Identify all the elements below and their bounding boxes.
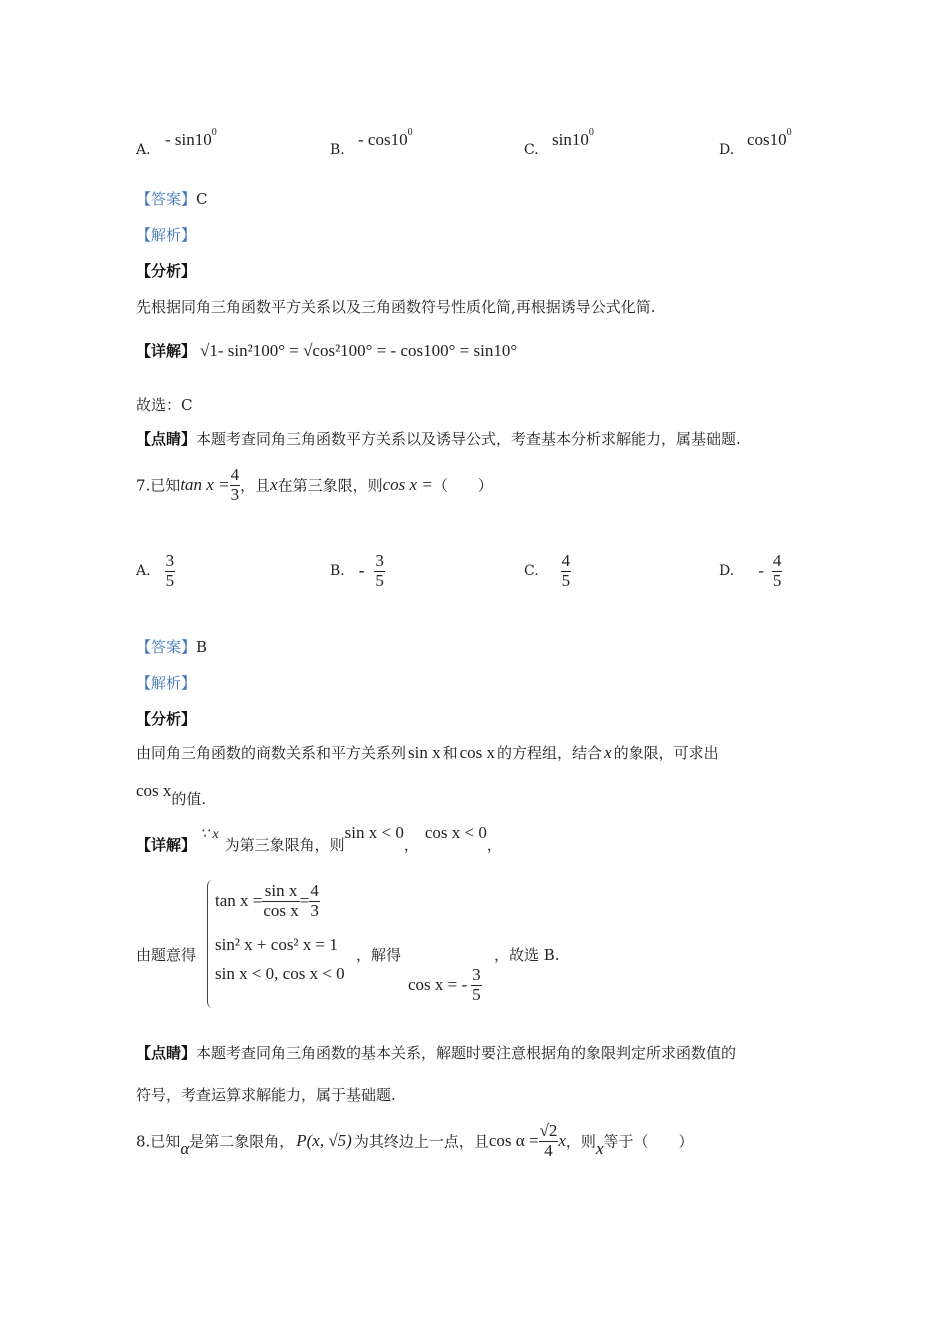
- q6-option-c-value: $\sin 10^0$: [552, 127, 594, 149]
- q7-fenxi-line2: cos x的值.: [136, 781, 207, 808]
- q7-system-eq2: sin² x + cos² x = 1: [215, 935, 338, 954]
- q6-analysis-tag: 【解析】: [136, 226, 197, 244]
- q7-detail-line: 【详解】∵ x为第三象限角，则sin x < 0，cos x < 0，: [136, 823, 502, 854]
- q7-choose-text: ，故选 B.: [494, 946, 560, 964]
- q6-option-c-label: C.: [524, 142, 539, 158]
- q7-analysis-tag: 【解析】: [136, 674, 197, 692]
- q7-fenxi-line1: 由同角三角函数的商数关系和平方关系列 sin x 和 cos x 的方程组，结合 x 的象限，可求出: [136, 743, 719, 762]
- q6-fenxi-tag: 【分析】: [136, 262, 197, 280]
- q7-answer-line: 【答案】B: [136, 638, 208, 656]
- q6-option-d-label: D.: [719, 142, 735, 158]
- q7-system-prefix: 由题意得: [136, 946, 197, 964]
- q8-stem: 8.已知α是第二象限角， P(x, √5) 为其终边上一点，且cos α = $\frac{√2}{4}$ x，则x等于（ ）: [136, 1121, 694, 1160]
- q7-system-eq1: tan x = $\frac{\text{sin x}}{\text{cos x}}$ = $\frac{4}{3}$: [215, 881, 319, 920]
- q7-stem: 7.已知tan x = $\frac{4}{3}$ ，且x在第三象限，则cos x =（ ）: [136, 465, 493, 504]
- q6-comment-line: 【点睛】本题考查同角三角函数平方关系以及诱导公式，考查基本分析求解能力，属基础题.: [136, 430, 741, 448]
- q6-choice-line: 故选：C: [136, 396, 193, 414]
- q7-option-c: C. $\frac{4}{5}$: [524, 551, 571, 590]
- q6-option-b-label: B.: [330, 142, 345, 158]
- q7-system-eq3: sin x < 0, cos x < 0: [215, 964, 345, 983]
- q6-answer-line: 【答案】C: [136, 190, 208, 208]
- q7-solve-result: cos x = - $\frac{3}{5}$: [408, 965, 481, 1004]
- q6-option-a-label: A.: [136, 142, 151, 158]
- q7-fenxi-tag: 【分析】: [136, 710, 197, 728]
- q6-fenxi-text: 先根据同角三角函数平方关系以及三角函数符号性质化简,再根据诱导公式化简.: [136, 298, 656, 316]
- q7-solve-text: ，解得: [356, 946, 402, 964]
- q6-detail-line: 【详解】 √1- sin²100° = √cos²100° = - cos100° = sin10°: [136, 341, 518, 360]
- q6-option-b-value: - $\cos 10^0$: [358, 127, 413, 149]
- q7-option-d: D. - $\frac{4}{5}$: [719, 551, 782, 590]
- q6-option-d-value: $\cos 10^0$: [747, 127, 792, 149]
- q7-option-a: A. $\frac{3}{5}$: [136, 551, 175, 590]
- q7-comment-line2: 符号，考查运算求解能力，属于基础题.: [136, 1086, 396, 1104]
- q6-option-a-value: - $\sin 10^0$: [165, 127, 217, 149]
- q7-comment-line1: 【点睛】本题考查同角三角函数的基本关系，解题时要注意根据角的象限判定所求函数值的: [136, 1044, 737, 1062]
- q7-option-b: B. - $\frac{3}{5}$: [330, 551, 384, 590]
